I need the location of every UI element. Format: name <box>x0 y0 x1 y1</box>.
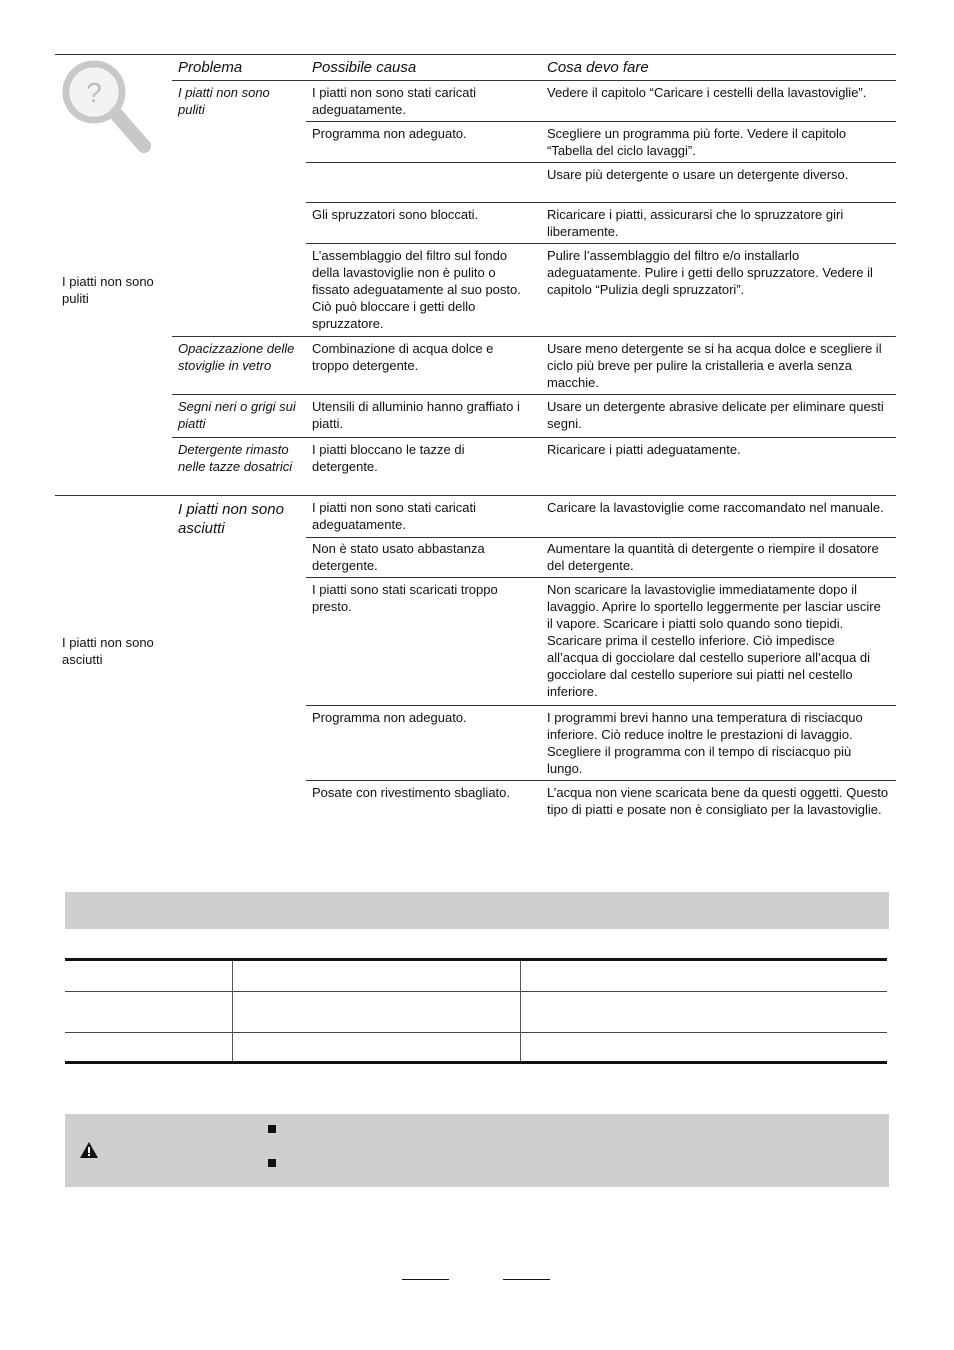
warning-triangle-icon <box>79 1141 99 1159</box>
cause-cell: I piatti bloccano le tazze di detergente. <box>312 442 465 474</box>
row-divider <box>306 780 896 781</box>
group-divider <box>55 495 896 496</box>
blank-table-row-rule <box>65 991 887 992</box>
square-bullet-icon <box>268 1125 276 1133</box>
action-cell: Ricaricare i piatti, assicurarsi che lo spruzzatore giri liberamente. <box>547 207 844 239</box>
problem-label: Opacizzazione delle stoviglie in vetro <box>178 341 295 373</box>
blank-table-col-divider <box>520 961 521 1061</box>
cause-cell: Utensili di alluminio hanno graffiato i piatti. <box>312 399 520 431</box>
row-divider <box>306 243 896 244</box>
problem-label: I piatti non sono puliti <box>178 85 270 117</box>
header-rule <box>172 80 896 81</box>
warning-band <box>65 1114 889 1187</box>
cause-cell: Combinazione di acqua dolce e troppo detergente. <box>312 341 494 373</box>
header-action: Cosa devo fare <box>547 59 649 76</box>
header-problem: Problema <box>178 59 243 76</box>
blank-table-top-rule <box>65 958 887 961</box>
header-cause: Possibile causa <box>312 59 417 76</box>
svg-text:?: ? <box>86 77 102 108</box>
blank-table-col-divider <box>232 961 233 1061</box>
row-divider <box>306 705 896 706</box>
cause-cell: Programma non adeguato. <box>312 710 467 725</box>
action-cell: Pulire l’assemblaggio del filtro e/o installarlo adeguatamente. Pulire i getti dello spruzzatore. Vedere il capitolo “Pulizia degli spruzzatori”. <box>547 248 873 297</box>
action-cell: Caricare la lavastoviglie come raccomandato nel manuale. <box>547 500 884 515</box>
square-bullet-icon <box>268 1159 276 1167</box>
row-divider <box>306 537 896 538</box>
footer-rule <box>503 1279 550 1280</box>
action-cell: Non scaricare la lavastoviglie immediatamente dopo il lavaggio. Aprire lo sportello leggermente per lasciar uscire il vapore. Scaricare i piatti solo quando sono tiepidi. Scaricare prima il cestello inferiore. Ciò impedisce all’acqua di gocciolare dal cestello superiore all’acqua di gocciolare dal cestello superiore sui piatti nel cestello inferiore. <box>547 582 881 699</box>
section-heading-band <box>65 892 889 929</box>
action-cell: Aumentare la quantità di detergente o riempire il dosatore del detergente. <box>547 541 879 573</box>
row-divider <box>306 202 896 203</box>
cause-cell: Non è stato usato abbastanza detergente. <box>312 541 485 573</box>
cause-cell: I piatti non sono stati caricati adeguatamente. <box>312 85 477 117</box>
table-top-rule <box>55 54 896 55</box>
action-cell: Ricaricare i piatti adeguatamente. <box>547 442 741 457</box>
action-cell: Scegliere un programma più forte. Vedere il capitolo “Tabella del ciclo lavaggi”. <box>547 126 847 158</box>
action-cell: Usare meno detergente se si ha acqua dolce e scegliere il ciclo più breve per pulire la cristalleria e averla senza macchie. <box>547 341 882 390</box>
group-label-puliti: I piatti non sono puliti <box>62 274 154 306</box>
footer-rule <box>402 1279 449 1280</box>
row-divider <box>172 437 896 438</box>
problem-label: I piatti non sono asciutti <box>178 501 284 537</box>
cause-cell: Posate con rivestimento sbagliato. <box>312 785 510 800</box>
row-divider <box>172 336 896 337</box>
action-cell: Vedere il capitolo “Caricare i cestelli della lavastoviglie”. <box>547 85 867 100</box>
problem-label: Segni neri o grigi sui piatti <box>178 399 296 431</box>
group-label-asciutti: I piatti non sono asciutti <box>62 635 154 667</box>
action-cell: Usare più detergente o usare un detergente diverso. <box>547 167 849 182</box>
blank-table-bottom-rule <box>65 1061 887 1064</box>
blank-table-row-rule <box>65 1032 887 1033</box>
cause-cell: I piatti sono stati scaricati troppo presto. <box>312 582 498 614</box>
row-divider <box>306 162 896 163</box>
problem-label: Detergente rimasto nelle tazze dosatrici <box>178 442 293 474</box>
cause-cell: Gli spruzzatori sono bloccati. <box>312 207 479 222</box>
row-divider <box>172 394 896 395</box>
cause-cell: I piatti non sono stati caricati adeguatamente. <box>312 500 477 532</box>
action-cell: I programmi brevi hanno una temperatura di risciacquo inferiore. Ciò reduce inoltre le prestazioni di lavaggio. Scegliere il programma con il tempo di risciacquo più lungo. <box>547 710 863 776</box>
action-cell: Usare un detergente abrasive delicate per eliminare questi segni. <box>547 399 884 431</box>
action-cell: L’acqua non viene scaricata bene da questi oggetti. Questo tipo di piatti e posate non è consigliato per la lavastoviglie. <box>547 785 889 817</box>
search-question-icon <box>60 58 155 158</box>
cause-cell: L’assemblaggio del filtro sul fondo della lavastoviglie non è pulito o fissato adeguatamente al suo posto. Ciò può bloccare i getti dello spruzzatore. <box>312 248 521 331</box>
row-divider <box>306 577 896 578</box>
row-divider <box>306 121 896 122</box>
cause-cell: Programma non adeguato. <box>312 126 467 141</box>
